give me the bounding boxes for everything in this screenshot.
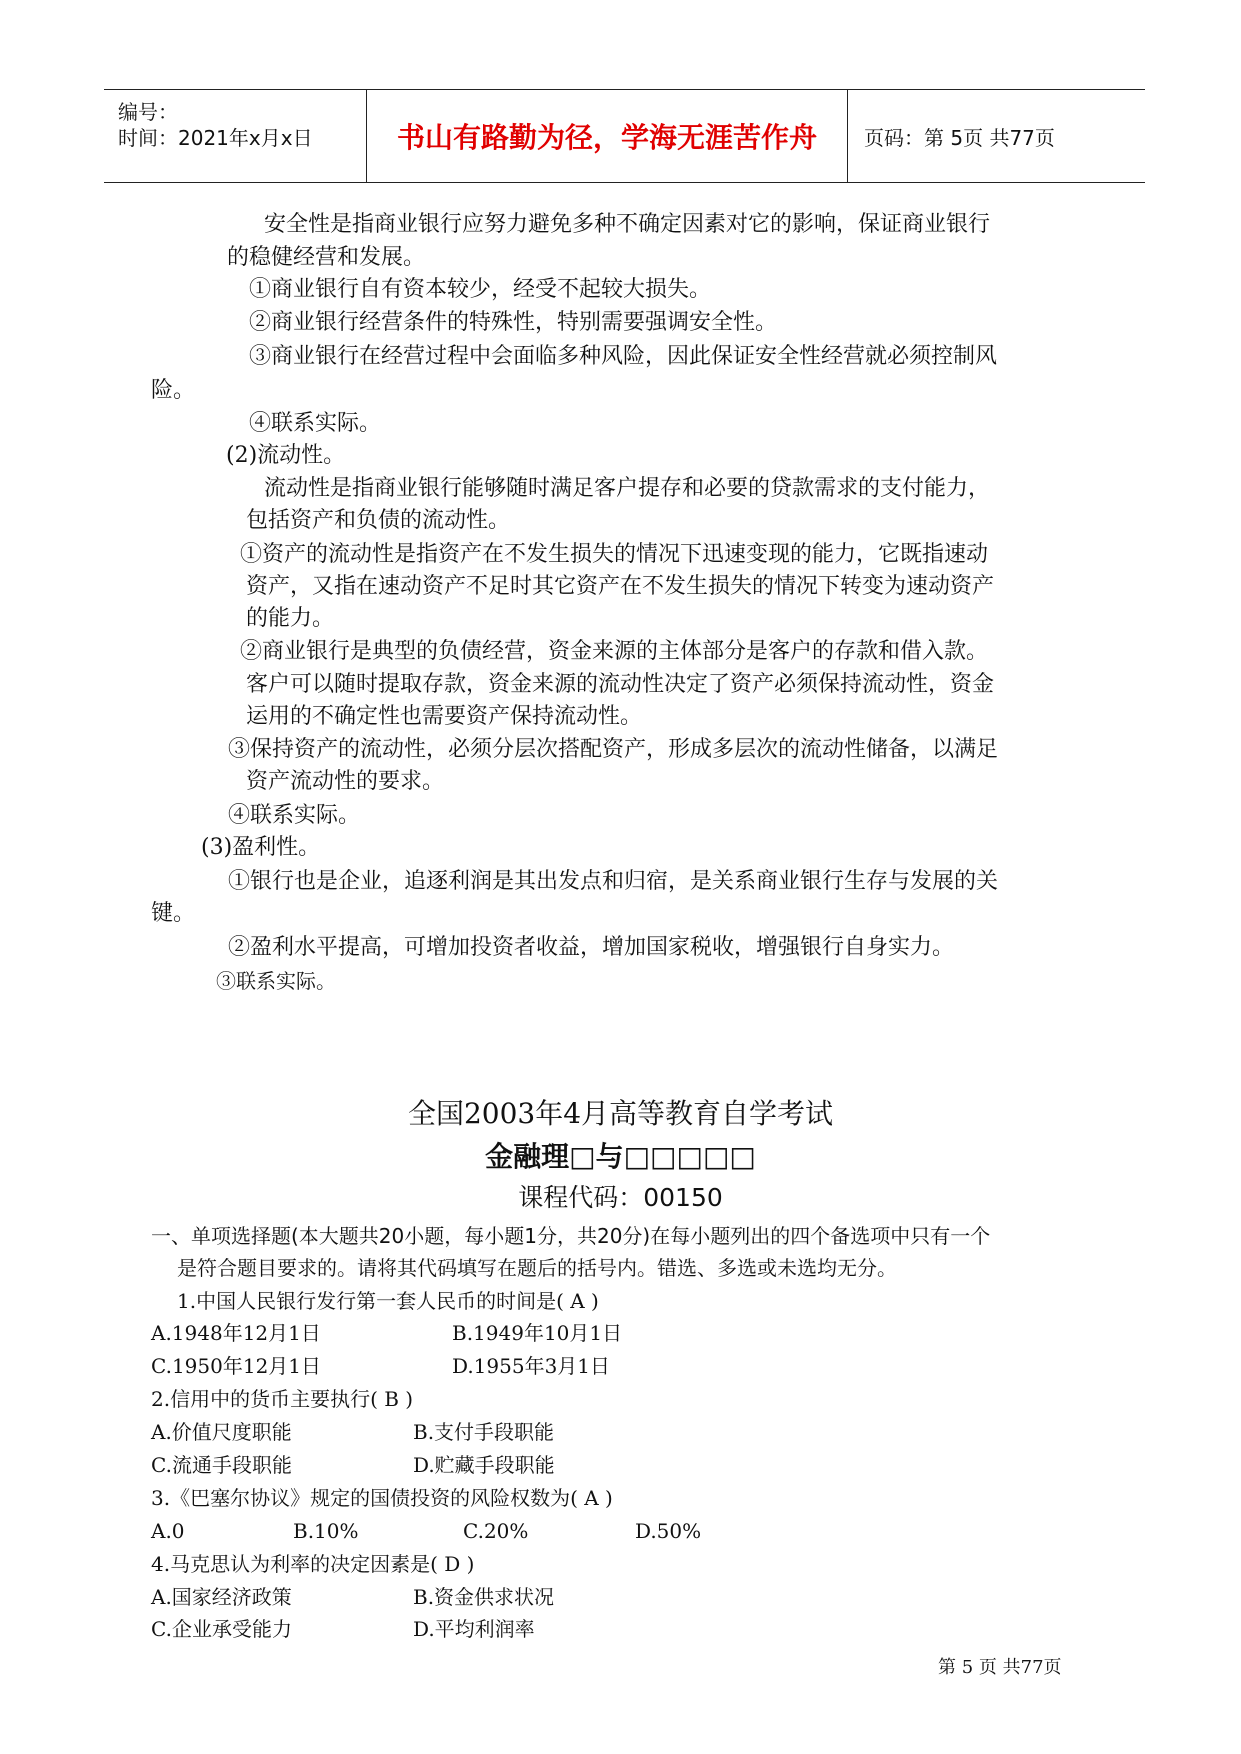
body-line: 安全性是指商业银行应努力避免多种不确定因素对它的影响，保证商业银行 <box>264 212 991 237</box>
option: A.价值尺度职能 <box>151 1420 292 1444</box>
body-line: ①商业银行自有资本较少，经受不起较大损失。 <box>249 277 712 302</box>
body-line: 资产，又指在速动资产不足时其它资产在不发生损失的情况下转变为速动资产 <box>246 574 995 599</box>
page-header <box>104 89 1145 183</box>
option: B.10% <box>293 1519 359 1543</box>
body-line: 的能力。 <box>246 606 335 631</box>
course-code: 课程代码：00150 <box>518 1183 723 1212</box>
option: B.支付手段职能 <box>413 1420 555 1444</box>
option: C.20% <box>463 1519 529 1543</box>
exam-subject: 金融理□与□□□□□ <box>485 1140 756 1173</box>
option: B.资金供求状况 <box>413 1585 555 1609</box>
body-line: ④联系实际。 <box>228 803 361 828</box>
section-heading: 一、单项选择题(本大题共20小题，每小题1分，共20分)在每小题列出的四个备选项中只有一个 <box>151 1224 991 1248</box>
body-line: 的稳健经营和发展。 <box>227 245 426 270</box>
number-label: 编号： <box>118 100 178 124</box>
body-line: 键。 <box>151 901 196 926</box>
body-line: (2)流动性。 <box>226 443 346 468</box>
body-line: ②盈利水平提高，可增加投资者收益，增加国家税收，增强银行自身实力。 <box>228 935 955 960</box>
body-line: 流动性是指商业银行能够随时满足客户提存和必要的贷款需求的支付能力， <box>264 476 991 501</box>
header-meta-cell <box>104 90 367 182</box>
option: D.平均利润率 <box>413 1617 535 1641</box>
body-line: ②商业银行经营条件的特殊性，特别需要强调安全性。 <box>249 310 778 335</box>
question-4: 4.马克思认为利率的决定因素是( D ) <box>151 1552 475 1576</box>
body-line: 包括资产和负债的流动性。 <box>246 508 511 533</box>
time-label: 时间：2021年x月x日 <box>118 126 313 150</box>
option: C.1950年12月1日 <box>151 1354 322 1378</box>
body-line: 运用的不确定性也需要资产保持流动性。 <box>246 704 643 729</box>
question-2: 2.信用中的货币主要执行( B ) <box>151 1387 414 1411</box>
option: A.国家经济政策 <box>151 1585 292 1609</box>
option: B.1949年10月1日 <box>452 1321 623 1345</box>
body-line: ③保持资产的流动性，必须分层次搭配资产，形成多层次的流动性储备，以满足 <box>228 737 999 762</box>
exam-title: 全国2003年4月高等教育自学考试 <box>407 1097 834 1130</box>
body-line: 客户可以随时提取存款，资金来源的流动性决定了资产必须保持流动性，资金 <box>246 672 995 697</box>
header-page-cell <box>848 90 1144 182</box>
section-heading-cont: 是符合题目要求的。请将其代码填写在题后的括号内。错选、多选或未选均无分。 <box>177 1256 897 1280</box>
body-line: ②商业银行是典型的负债经营，资金来源的主体部分是客户的存款和借入款。 <box>240 639 989 664</box>
body-line: ③联系实际。 <box>216 969 336 993</box>
body-line: ③商业银行在经营过程中会面临多种风险，因此保证安全性经营就必须控制风 <box>249 344 998 369</box>
body-line: ①银行也是企业，追逐利润是其出发点和归宿，是关系商业银行生存与发展的关 <box>228 869 999 894</box>
option: C.企业承受能力 <box>151 1617 292 1641</box>
option: A.1948年12月1日 <box>151 1321 321 1345</box>
body-line: 险。 <box>151 378 196 403</box>
question-3: 3.《巴塞尔协议》规定的国债投资的风险权数为( A ) <box>151 1486 613 1510</box>
option: C.流通手段职能 <box>151 1453 292 1477</box>
option: D.50% <box>635 1519 702 1543</box>
page-footer: 第 5 页 共77页 <box>938 1657 1062 1678</box>
body-line: ①资产的流动性是指资产在不发生损失的情况下迅速变现的能力，它既指速动 <box>240 542 989 567</box>
option: D.贮藏手段职能 <box>413 1453 555 1477</box>
option: D.1955年3月1日 <box>452 1354 611 1378</box>
page-label: 页码：第 5页 共77页 <box>864 125 1055 150</box>
body-line: 资产流动性的要求。 <box>246 769 445 794</box>
body-line: ④联系实际。 <box>249 411 382 436</box>
motto: 书山有路勤为径，学海无涯苦作舟 <box>367 90 848 182</box>
body-line: (3)盈利性。 <box>201 835 321 860</box>
option: A.0 <box>151 1519 185 1543</box>
question-1: 1.中国人民银行发行第一套人民币的时间是( A ) <box>177 1289 599 1313</box>
